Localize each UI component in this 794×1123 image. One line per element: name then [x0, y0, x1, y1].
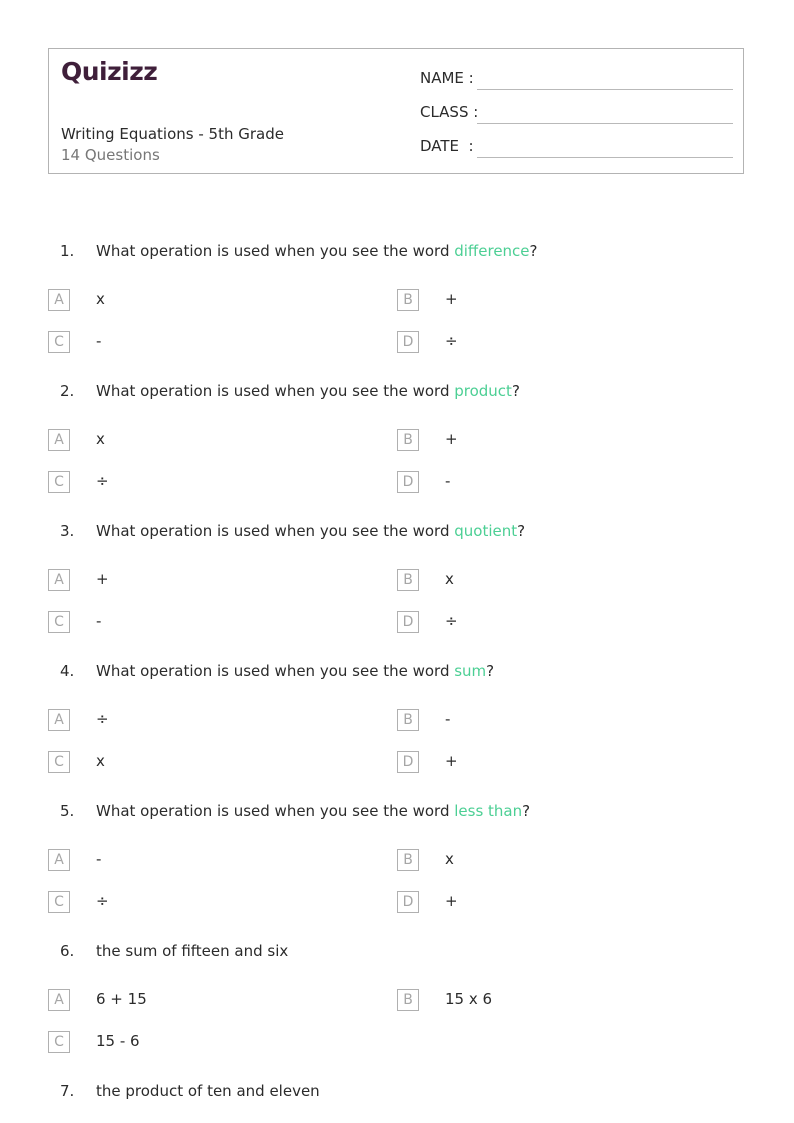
- question-number: 3.: [60, 522, 75, 540]
- option-letter-box[interactable]: C: [48, 471, 70, 493]
- option-letter-box[interactable]: D: [397, 751, 419, 773]
- option-letter-box[interactable]: C: [48, 891, 70, 913]
- question-suffix: ?: [511, 382, 520, 400]
- question-text: [96, 942, 288, 960]
- option-letter-box[interactable]: A: [48, 289, 70, 311]
- option-text: +: [445, 430, 458, 448]
- question-text: [96, 802, 530, 820]
- option-letter-box[interactable]: B: [397, 569, 419, 591]
- question-number: 2.: [60, 382, 75, 400]
- option-text: -: [96, 332, 102, 350]
- option-text: +: [445, 752, 458, 770]
- question-prefix: What operation is used when you see the word: [96, 382, 455, 400]
- question-text: [96, 242, 538, 260]
- option-text: -: [96, 612, 102, 630]
- option-text: ÷: [96, 472, 109, 490]
- option-letter-box[interactable]: A: [48, 849, 70, 871]
- option-letter-box[interactable]: B: [397, 429, 419, 451]
- question-number: 7.: [60, 1082, 75, 1100]
- option-text: ÷: [445, 332, 458, 350]
- question-text: [96, 522, 525, 540]
- option-text: -: [96, 850, 102, 868]
- question-suffix: ?: [486, 662, 495, 680]
- question-text: [96, 1082, 320, 1100]
- question-number: 5.: [60, 802, 75, 820]
- option-text: ÷: [96, 892, 109, 910]
- question-text: [96, 382, 520, 400]
- option-letter-box[interactable]: A: [48, 989, 70, 1011]
- option-text: +: [96, 570, 109, 588]
- question-keyword: difference: [454, 242, 530, 260]
- option-text: -: [445, 710, 451, 728]
- option-text: -: [445, 472, 451, 490]
- option-text: x: [96, 430, 105, 448]
- option-letter-box[interactable]: D: [397, 331, 419, 353]
- question-keyword: sum: [454, 662, 487, 680]
- option-letter-box[interactable]: B: [397, 989, 419, 1011]
- option-text: x: [445, 850, 454, 868]
- date-field[interactable]: [477, 157, 733, 158]
- question-prefix: What operation is used when you see the word: [96, 662, 455, 680]
- option-letter-box[interactable]: B: [397, 289, 419, 311]
- option-text: ÷: [96, 710, 109, 728]
- name-label: NAME :: [420, 69, 474, 87]
- question-number: 4.: [60, 662, 75, 680]
- question-number: 1.: [60, 242, 75, 260]
- option-letter-box[interactable]: C: [48, 1031, 70, 1053]
- question-prefix: What operation is used when you see the word: [96, 242, 455, 260]
- question-prefix: the sum of fifteen and six: [96, 942, 289, 960]
- question-number: 6.: [60, 942, 75, 960]
- option-letter-box[interactable]: C: [48, 751, 70, 773]
- question-keyword: less than: [454, 802, 523, 820]
- question-suffix: ?: [522, 802, 531, 820]
- option-letter-box[interactable]: C: [48, 611, 70, 633]
- option-text: 15 - 6: [96, 1032, 140, 1050]
- option-text: 6 + 15: [96, 990, 147, 1008]
- option-letter-box[interactable]: C: [48, 331, 70, 353]
- option-letter-box[interactable]: B: [397, 709, 419, 731]
- question-suffix: ?: [529, 242, 538, 260]
- option-letter-box[interactable]: A: [48, 569, 70, 591]
- class-label: CLASS :: [420, 103, 479, 121]
- option-text: x: [445, 570, 454, 588]
- option-letter-box[interactable]: A: [48, 429, 70, 451]
- option-letter-box[interactable]: A: [48, 709, 70, 731]
- class-field[interactable]: [477, 123, 733, 124]
- option-letter-box[interactable]: D: [397, 471, 419, 493]
- question-keyword: quotient: [454, 522, 518, 540]
- question-text: [96, 662, 494, 680]
- question-prefix: What operation is used when you see the word: [96, 802, 455, 820]
- quizizz-logo: Quizizz: [61, 57, 158, 86]
- name-field[interactable]: [477, 89, 733, 90]
- option-letter-box[interactable]: B: [397, 849, 419, 871]
- option-letter-box[interactable]: D: [397, 611, 419, 633]
- option-text: +: [445, 892, 458, 910]
- question-count: 14 Questions: [61, 146, 160, 164]
- option-text: +: [445, 290, 458, 308]
- option-letter-box[interactable]: D: [397, 891, 419, 913]
- option-text: 15 x 6: [445, 990, 493, 1008]
- question-suffix: ?: [517, 522, 526, 540]
- date-label: DATE :: [420, 137, 474, 155]
- option-text: x: [96, 290, 105, 308]
- question-prefix: What operation is used when you see the word: [96, 522, 455, 540]
- option-text: ÷: [445, 612, 458, 630]
- question-prefix: the product of ten and eleven: [96, 1082, 320, 1100]
- worksheet-title: Writing Equations - 5th Grade: [61, 125, 284, 143]
- option-text: x: [96, 752, 105, 770]
- question-keyword: product: [454, 382, 512, 400]
- worksheet-header: [48, 48, 744, 174]
